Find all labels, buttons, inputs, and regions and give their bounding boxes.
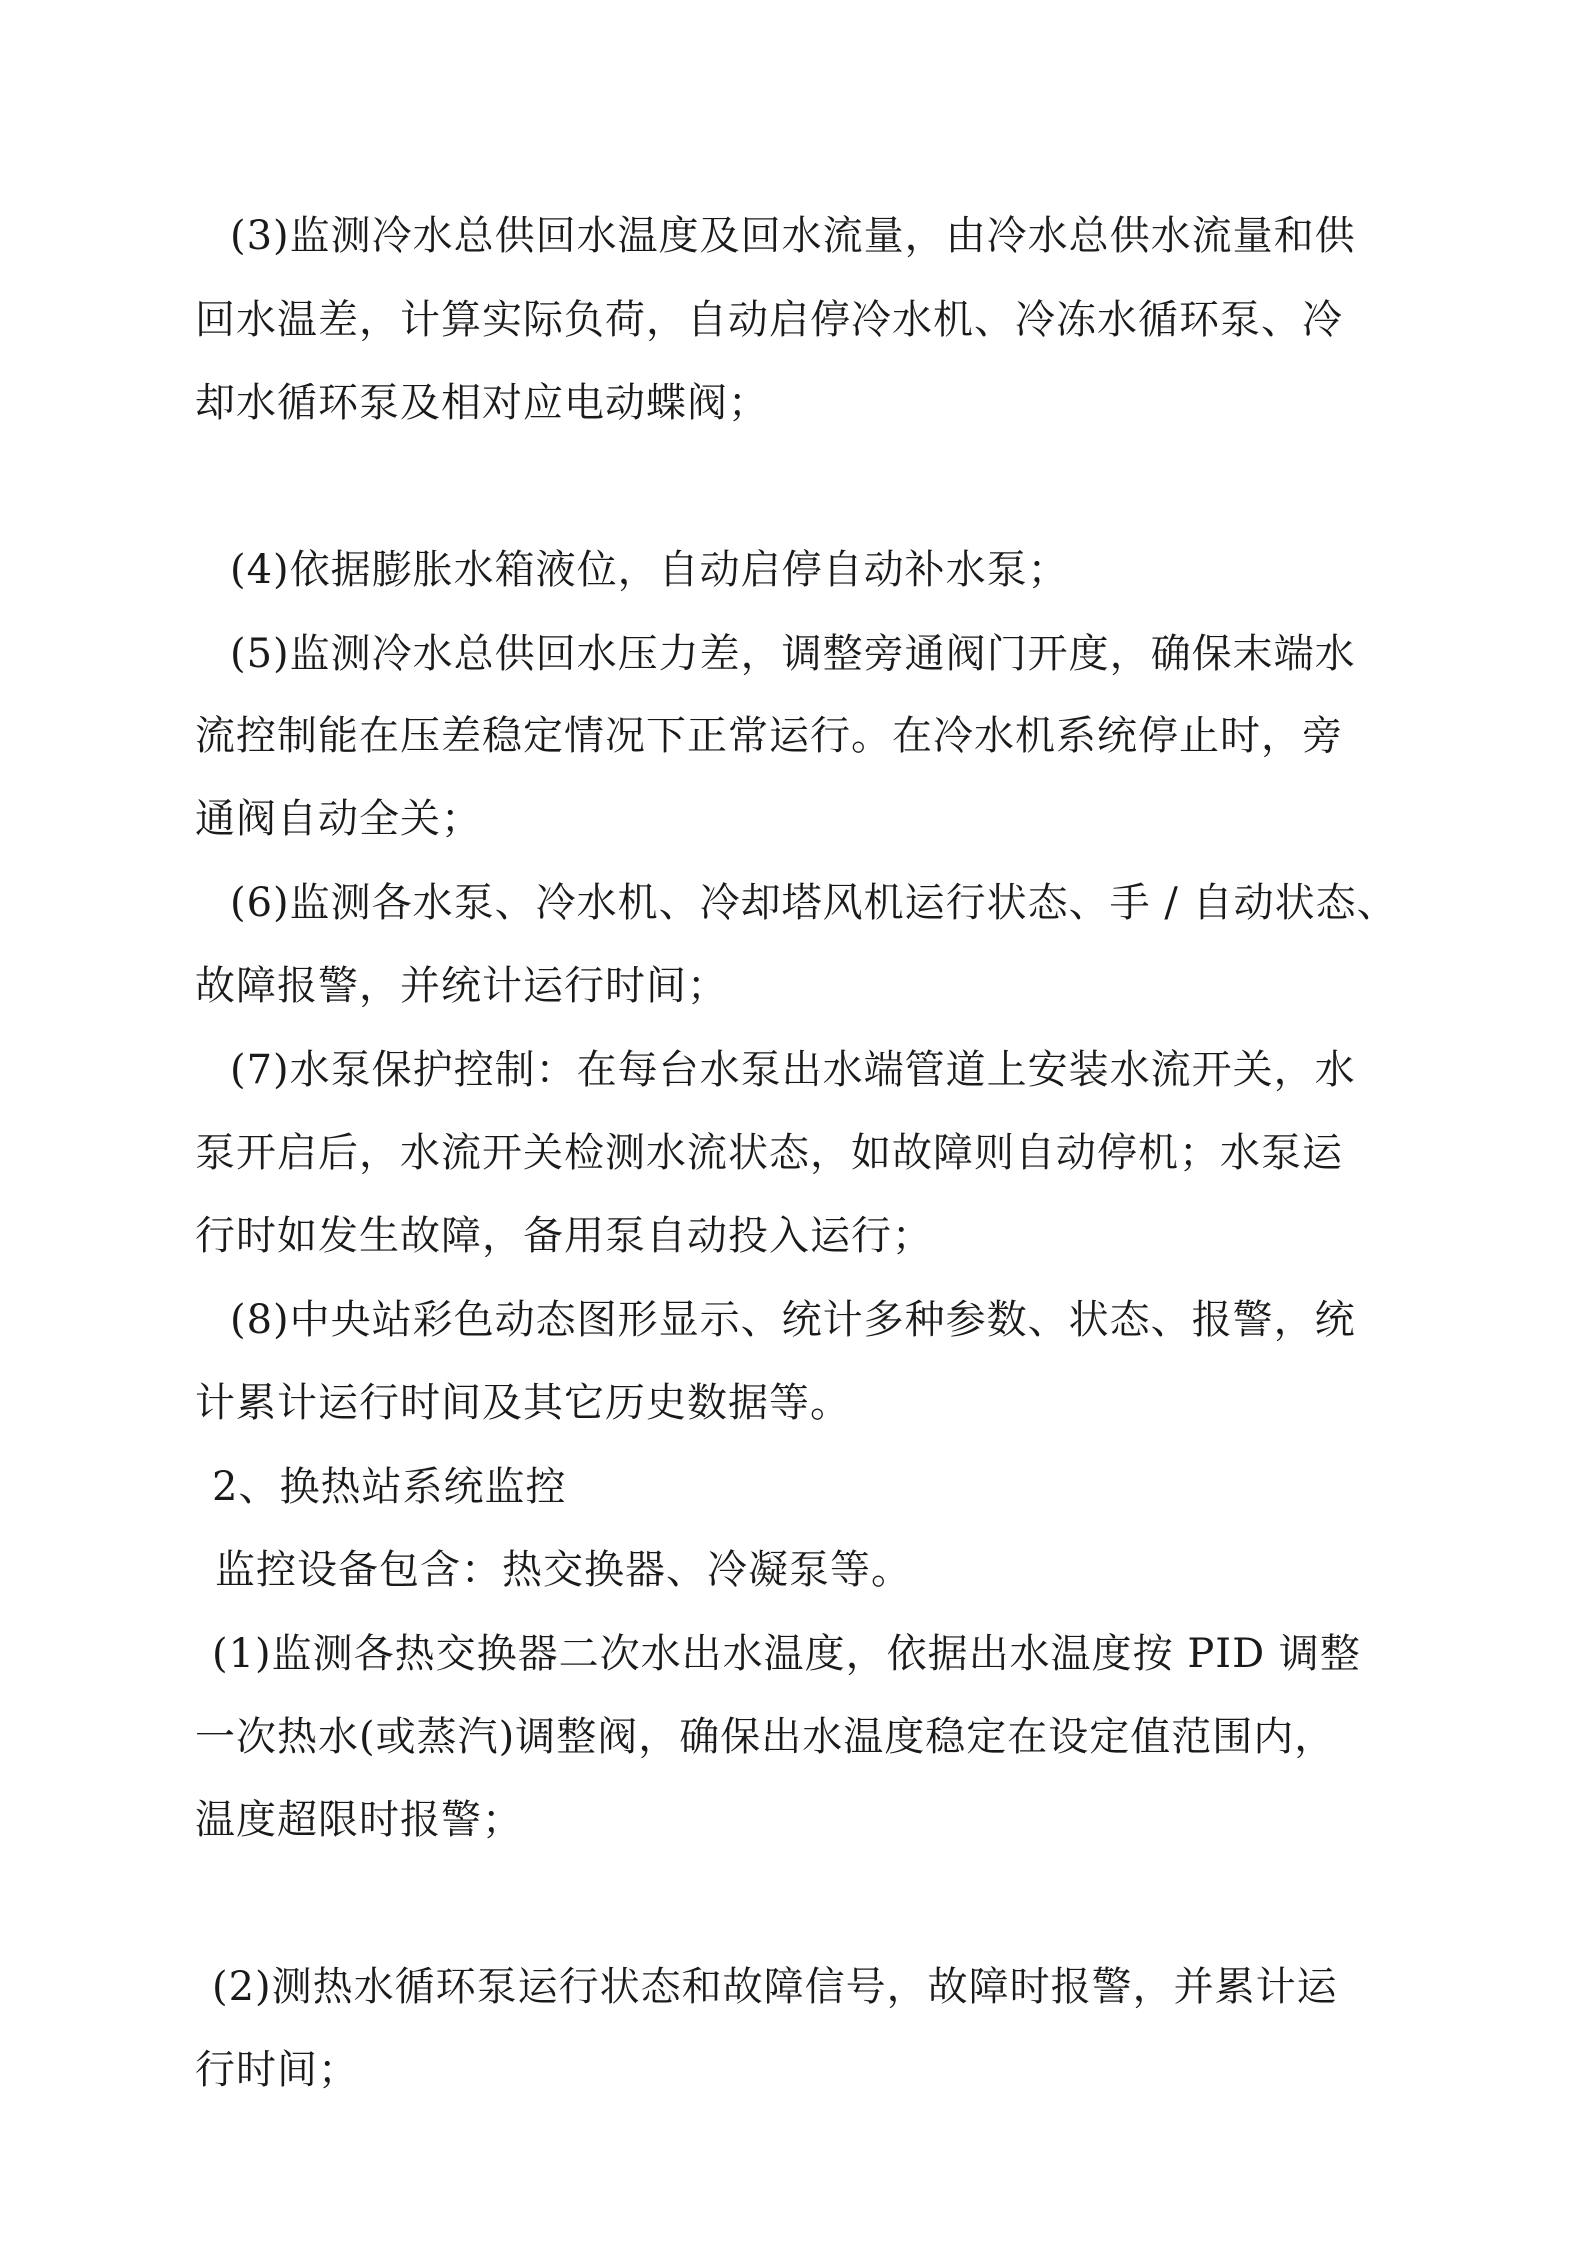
text-line: 故障报警，并统计运行时间； bbox=[195, 963, 728, 1009]
text-line: 泵开启后，水流开关检测水流状态，如故障则自动停机；水泵运 bbox=[195, 1130, 1343, 1176]
text-line: 却水循环泵及相对应电动蝶阀； bbox=[195, 380, 769, 426]
text-line: 回水温差，计算实际负荷，自动启停冷水机、冷冻水循环泵、冷 bbox=[195, 297, 1343, 343]
text-line: (6)监测各水泵、冷水机、冷却塔风机运行状态、手 / 自动状态、 bbox=[230, 880, 1398, 926]
text-line: (2)测热水循环泵运行状态和故障信号，故障时报警，并累计运 bbox=[212, 1964, 1338, 2010]
section-heading: 2、换热站系统监控 bbox=[212, 1464, 567, 1510]
text-line: (1)监测各热交换器二次水出水温度，依据出水温度按 PID 调整 bbox=[212, 1631, 1361, 1677]
text-line: (5)监测冷水总供回水压力差，调整旁通阀门开度，确保末端水 bbox=[230, 631, 1356, 677]
text-line: 流控制能在压差稳定情况下正常运行。在冷水机系统停止时，旁 bbox=[195, 713, 1343, 759]
text-line: 行时间； bbox=[195, 2047, 359, 2093]
text-line: (8)中央站彩色动态图形显示、统计多种参数、状态、报警，统 bbox=[230, 1297, 1356, 1343]
text-line: 通阀自动全关； bbox=[195, 796, 482, 842]
text-line: 计累计运行时间及其它历史数据等。 bbox=[195, 1380, 851, 1426]
text-line: (4)依据膨胀水箱液位，自动启停自动补水泵； bbox=[230, 547, 1069, 593]
text-line: 监控设备包含：热交换器、冷凝泵等。 bbox=[215, 1547, 912, 1593]
text-line: 温度超限时报警； bbox=[195, 1797, 523, 1843]
text-line: 行时如发生故障，备用泵自动投入运行； bbox=[195, 1213, 933, 1259]
text-line: 一次热水(或蒸汽)调整阀，确保出水温度稳定在设定值范围内， bbox=[195, 1714, 1336, 1760]
text-line: (7)水泵保护控制：在每台水泵出水端管道上安装水流开关，水 bbox=[230, 1047, 1356, 1093]
text-line: (3)监测冷水总供回水温度及回水流量，由冷水总供水流量和供 bbox=[230, 213, 1356, 259]
